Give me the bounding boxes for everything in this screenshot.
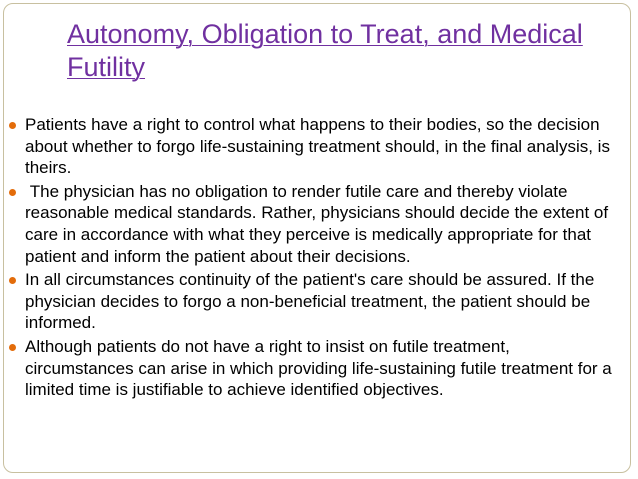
bullet-text: Patients have a right to control what happens to their bodies, so the decision about whether to forgo life-sustaining treatment should, in the final analysis, is theirs. — [25, 115, 610, 178]
bullet-list — [0, 114, 620, 403]
bullet-dot-icon — [9, 189, 16, 196]
bullet-item — [0, 181, 620, 267]
bullet-text: Although patients do not have a right to insist on futile treatment, circumstances can arise in which providing life-sustaining futile treatment for a limited time is justifiable to achieve identified objectives. — [25, 336, 612, 400]
bullet-item — [0, 336, 620, 401]
bullet-dot-icon — [9, 122, 16, 129]
bullet-item — [0, 114, 620, 179]
bullet-text: In all circumstances continuity of the patient's care should be assured. If the physician decides to forgo a non-beneficial treatment, the patient should be informed. — [25, 270, 595, 333]
bullet-text: The physician has no obligation to render futile care and thereby violate reasonable medical standards. Rather, physicians should decide the extent of care in accordance with what they perceive is medically appropriate for that patient and inform the patient about their decisions. — [25, 181, 613, 266]
bullet-item — [0, 269, 620, 334]
slide-title: Autonomy, Obligation to Treat, and Medical Futility — [67, 19, 583, 82]
bullet-dot-icon — [9, 344, 16, 351]
bullet-dot-icon — [9, 277, 16, 284]
